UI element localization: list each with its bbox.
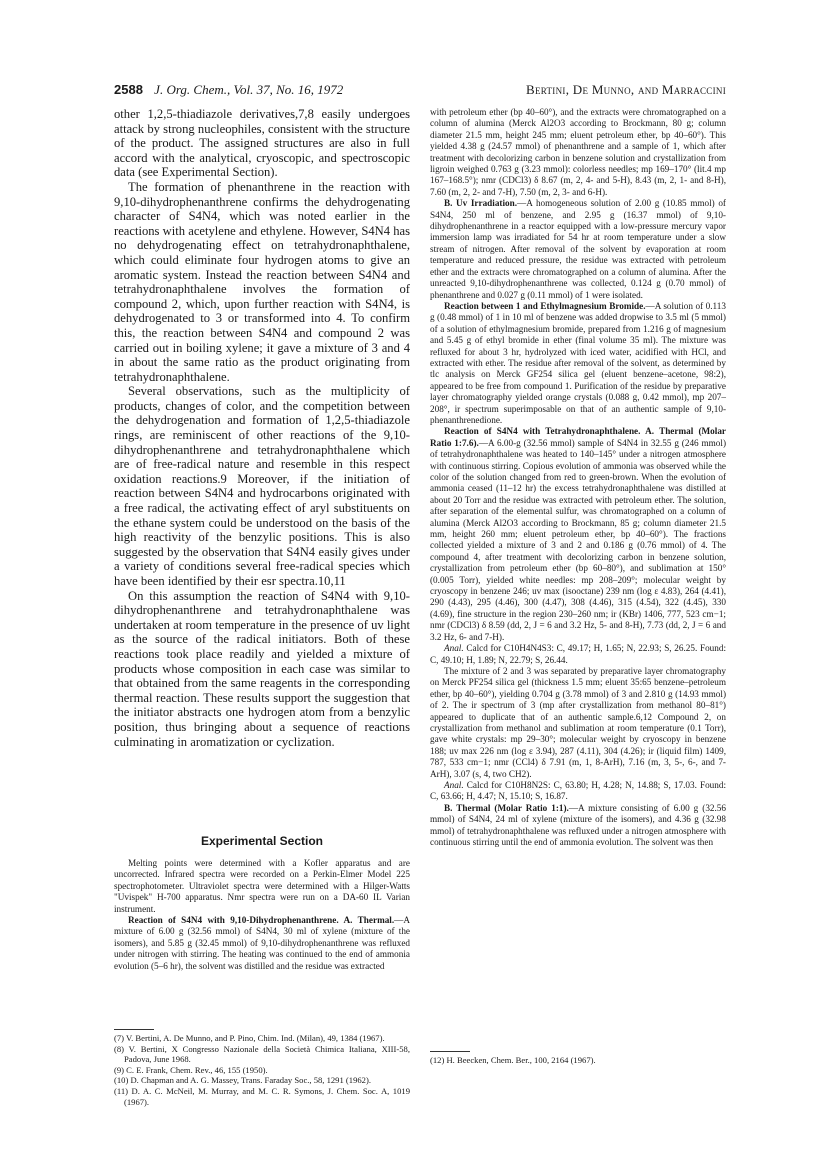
paragraph-body: —A 6.00-g (32.56 mmol) sample of S4N4 in 32.55 g (246 mmol) of tetrahydronaphthalene was heated to 140–145° under a nitrogen atmosphere with continuous stirring. Copious evolution of ammonia was observed while the color of the solution changed from red to green-brown. When the evolution of ammonia ceased (11–12 hr) the excess tetrahydronaphthalene was distilled at about 20 Torr and the residue was extracted with petroleum ether. The solution, after separation of the elemental sulfur, was chromatographed on a column of alumina (Merck Al2O3 according to Brockmann, 85 g; column diameter 21.5 mm, height 260 mm; eluent petroleum ether, bp 40–60°). The fractions collected yielded a mixture of 3 and 2 and 0.186 g (0.76 mmol) of 4. The compound 4, after treatment with decolorizing carbon in benzene solution, crystallization from petroleum ether (bp 60–80°), and sublimation at 150° (0.005 Torr), yielded white needles: mp 208–209°; molecular weight by cryoscopy in benzene 246; uv max (isooctane) 239 nm (log ε 4.83), 264 (4.41), 290 (4.43), 295 (4.46), 300 (4.47), 308 (4.46), 315 (4.54), 322 (4.45), 330 (4.69), fine structure in the region 230–260 nm; ir (KBr) 1406, 777, 523 cm−1; nmr (CDCl3) δ 8.59 (dd, 2, J = 6 and 3.2 Hz, 5- and 8-H), 7.73 (dd, 2, J = 6 and 3.2 Hz, 6- and 7-H). — [430, 437, 727, 642]
subheading: B. Uv Irradiation. — [444, 198, 518, 209]
journal-citation: J. Org. Chem., Vol. 37, No. 16, 1972 — [154, 82, 344, 97]
paragraph-body: —A mixture consisting of 6.00 g (32.56 mmol) of S4N4, 24 ml of xylene (mixture of the isomers), and 4.36 g (32.98 mmol) of tetrahydronaphthalene was refluxed under a nitrogen atmosphere with continuous stirring until the end of ammonia evolution. The solvent was then — [430, 802, 726, 847]
paragraph-body: —A mixture of 6.00 g (32.56 mmol) of S4N4, 30 ml of xylene (mixture of the isomers), and 5.85 g (32.45 mmol) of 9,10-dihydrophenanthrene was refluxed under nitrogen with stirring. The heating was continued to the end of ammonia evolution (5–6 hr), the solvent was distilled and the residue was extracted — [114, 915, 410, 971]
right-column — [430, 107, 726, 848]
footnote: (11) D. A. C. McNeil, M. Murray, and M. C. R. Symons, J. Chem. Soc. A, 1019 (1967). — [114, 1085, 410, 1107]
subheading: B. Thermal (Molar Ratio 1:1). — [444, 802, 569, 813]
paragraph — [430, 198, 726, 301]
paragraph — [430, 803, 726, 849]
subheading: Reaction between 1 and Ethylmagnesium Bromide. — [444, 300, 646, 311]
page-number: 2588 — [114, 82, 143, 97]
paragraph — [430, 643, 726, 666]
paragraph — [430, 301, 726, 426]
footnotes-right — [430, 1055, 726, 1066]
header-left — [114, 80, 343, 100]
left-column — [114, 107, 410, 749]
footnote-rule — [430, 1051, 470, 1052]
footnotes-left — [114, 1033, 410, 1107]
page-header — [114, 80, 726, 100]
paragraph: Melting points were determined with a Kofler apparatus and are uncorrected. Infrared spectra were recorded on a Perkin-Elmer Model 225 spectrophotometer. Ultraviolet spectra were determined with a Hilger-Watts "Uvispek" H-700 apparatus. Nmr spectra were run on a DA-60 IL Varian instrument. — [114, 858, 410, 914]
paragraph: The formation of phenanthrene in the reaction with 9,10-dihydrophenanthrene confirms the dehydrogenating character of S4N4, which was noted earlier in the reactions with acetylene and ethylene. However, S4N4 has no dehydrogenating effect on tetrahydronaphthalene, which could eliminate four hydrogen atoms to give an aromatic system. Instead the reaction between S4N4 and tetrahydronaphthalene involves the formation of compound 2, which, upon further reaction with S4N4, is dehydrogenated to 3 or transformed into 4. To confirm this, the reaction between S4N4 and compound 2 was carried out in boiling xylene; it gave a mixture of 3 and 4 in about the same ratio as the product originating from tetrahydronaphthalene. — [114, 179, 410, 384]
running-authors: Bertini, De Munno, and Marraccini — [525, 82, 726, 97]
footnote: (7) V. Bertini, A. De Munno, and P. Pino, Chim. Ind. (Milan), 49, 1384 (1967). — [114, 1033, 385, 1043]
paragraph: Several observations, such as the multiplicity of products, changes of color, and the competition between the dehydrogenation and formation of 1,2,5-thiadiazole rings, are reminiscent of other reactions of the 9,10-dihydrophenanthrene and tetrahydronaphthalene which are of free-radical nature and resemble in this respect oxidation reactions.9 Moreover, if the initiation of reaction between S4N4 and hydrocarbons originated with a free radical, the activating effect of aryl substituents on the ethane system could be understood on the basis of the high reactivity of the benzylic positions. This is also suggested by the observation that S4N4 easily gives under a variety of conditions several free-radical species which have been identified by their esr spectra.10,11 — [114, 384, 410, 588]
footnote: (8) V. Bertini, X Congresso Nazionale della Società Chimica Italiana, XIII-58, Padova, June 1968. — [114, 1043, 410, 1065]
paragraph-body: —A homogeneous solution of 2.00 g (10.85 mmol) of S4N4, 250 ml of benzene, and 2.95 g (16.37 mmol) of 9,10-dihydrophenanthrene in a reactor equipped with a low-pressure mercury vapor immersion lamp was irradiated for 54 hr at room temperature under a slow stream of nitrogen. After removal of the solvent by evaporation at room temperature and reduced pressure, the residue was extracted with petroleum ether and the extracts were chromatographed on a column of alumina. After the unreacted 9,10-dihydrophenanthrene was collected, 0.124 g (0.70 mmol) of phenanthrene and 0.027 g (0.11 mmol) of 1 were isolated. — [430, 198, 726, 300]
paragraph-body: Calcd for C10H8N2S: C, 63.80; H, 4.28; N, 14.88; S, 17.03. Found: C, 63.66; H, 4.47; N, 15.10; S, 16.87. — [430, 779, 727, 802]
paragraph — [114, 915, 410, 972]
subheading: Reaction of S4N4 with Tetrahydronaphthalene. A. Thermal (Molar Ratio 1:7.6). — [430, 426, 726, 448]
paragraph — [430, 426, 726, 643]
paragraph-body: Calcd for C10H4N4S3: C, 49.17; H, 1.65; N, 22.93; S, 26.25. Found: C, 49.10; H, 1.89; N, 22.79; S, 26.44. — [430, 643, 727, 665]
paragraph: On this assumption the reaction of S4N4 with 9,10-dihydrophenanthrene and tetrahydronaphthalene was undertaken at room temperature in the presence of uv light as the source of the radical initiators. Both of these reactions took place readily and yielded a mixture of products whose composition in each case was similar to that obtained from the same reagents in the corresponding thermal reaction. These results support the suggestion that the initiator abstracts one hydrogen atom from a benzylic position, thus bringing about a sequence of reactions culminating in aromatization or cyclization. — [114, 588, 410, 749]
anal-label: Anal. — [444, 779, 464, 790]
section-title: Experimental Section — [200, 834, 324, 848]
footnote-rule — [114, 1029, 154, 1030]
footnote: (10) D. Chapman and A. G. Massey, Trans. Faraday Soc., 58, 1291 (1962). — [114, 1075, 371, 1086]
footnote: (12) H. Beecken, Chem. Ber., 100, 2164 (1967). — [430, 1055, 596, 1065]
paragraph-body: —A solution of 0.113 g (0.48 mmol) of 1 in 10 ml of benzene was added dropwise to 3.5 ml (5 mmol) of a solution of ethylmagnesium bromide, prepared from 1.216 g of magnesium and 5.45 g of ethyl bromide in ether (final volume 35 ml). The mixture was refluxed for about 3 hr, hydrolyzed with iced water, acidified with HCl, and extracted with ether. The residue after removal of the solvent, as determined by tlc analysis on Merck GF254 silica gel (eluent benzene–acetone, 98:2), appeared to be free from compound 1. Purification of the residue by preparative layer chromatography yielded orange crystals (0.088 g, 0.42 mmol), mp 207–208°, ir spectrum superimposable on that of an authentic sample of 9,10-phenanthrenedione. — [430, 300, 726, 425]
paragraph: with petroleum ether (bp 40–60°), and the extracts were chromatographed on a column of alumina (Merck Al2O3 according to Brockmann, 80 g; column diameter 21.5 mm, height 245 mm; eluent petroleum ether, bp 40–60°). This yielded 4.38 g (24.57 mmol) of phenanthrene and a sample of 1, which after treatment with decolorizing carbon in benzene solution and crystallization from ligroin weighed 0.763 g (3.23 mmol): colorless needles; mp 169–170° (lit.4 mp 167–168.5°); nmr (CDCl3) δ 8.67 (m, 2, 4- and 5-H), 8.43 (m, 2, 1- and 8-H), 7.60 (m, 2, 2- and 7-H), 7.50 (m, 2, 3- and 6-H). — [430, 107, 726, 197]
paragraph: other 1,2,5-thiadiazole derivatives,7,8 easily undergoes attack by strong nucleophiles, consistent with the structure of the product. The assigned structures are also in full accord with the analytical, cryoscopic, and spectroscopic data (see Experimental Section). — [114, 107, 410, 180]
anal-label: Anal. — [444, 643, 464, 654]
experimental-section — [114, 858, 410, 972]
footnote: (9) C. E. Frank, Chem. Rev., 46, 155 (1950). — [114, 1064, 268, 1075]
paragraph — [430, 780, 726, 803]
paragraph: The mixture of 2 and 3 was separated by preparative layer chromatography on Merck PF254 silica gel (thickness 1.5 mm; eluent 35:65 benzene–petroleum ether, bp 40–60°), yielding 0.704 g (3.78 mmol) of 3 and 2.810 g (14.93 mmol) of 2. The ir spectrum of 3 (mp after crystallization from methanol 80–81°) appeared to duplicate that of an authentic sample.6,12 Compound 2, on crystallization from methanol and sublimation at room temperature (0.1 Torr), gave white crystals: mp 29–30°; molecular weight by cryoscopy in benzene 188; uv max 226 nm (log ε 3.94), 287 (4.11), 304 (4.26); ir (liquid film) 1409, 787, 533 cm−1; nmr (CCl4) δ 7.91 (m, 1, 8-ArH), 7.16 (m, 3, 5-, 6-, and 7-ArH), 3.07 (s, 4, two CH2). — [430, 665, 726, 779]
subheading: Reaction of S4N4 with 9,10-Dihydrophenanthrene. A. Thermal. — [128, 915, 395, 926]
